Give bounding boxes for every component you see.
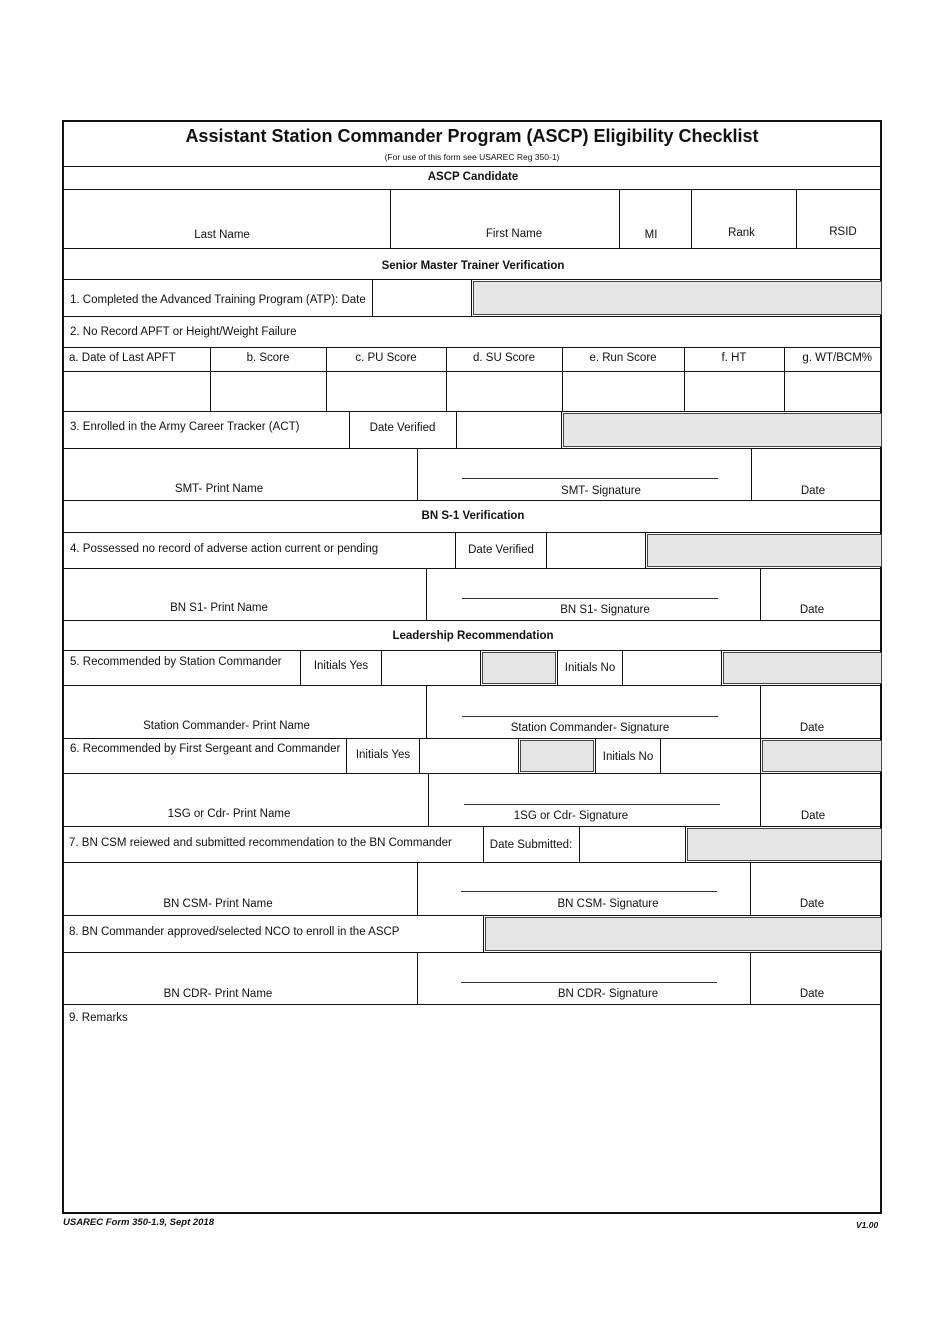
apft-run-header: e. Run Score: [589, 352, 657, 364]
form-title: Assistant Station Commander Program (ASCP) Eligibility Checklist: [185, 126, 759, 146]
apft-score-header: b. Score: [246, 352, 290, 364]
smt-signature-label: SMT- Signature: [561, 485, 641, 497]
item-4-label: 4. Possessed no record of adverse action current or pending: [70, 543, 379, 555]
first-name-label: First Name: [485, 228, 543, 240]
item-3-label: 3. Enrolled in the Army Career Tracker (ACT): [70, 421, 300, 433]
cdr-print-name-label: BN CDR- Print Name: [163, 988, 273, 1000]
item-6-initials-no-label: Initials No: [602, 751, 654, 763]
leadership-heading: Leadership Recommendation: [392, 630, 554, 642]
sc-date-label: Date: [799, 722, 825, 734]
smt-heading: Senior Master Trainer Verification: [381, 260, 565, 272]
last-name-label: Last Name: [194, 229, 250, 241]
item-4-date-verified-label: Date Verified: [468, 544, 534, 556]
smt-date-label: Date: [800, 485, 826, 497]
sg-signature-label: 1SG or Cdr- Signature: [513, 810, 629, 822]
apft-ht-header: f. HT: [721, 352, 747, 364]
s1-heading: BN S-1 Verification: [421, 510, 525, 522]
item-7-label: 7. BN CSM reiewed and submitted recommendation to the BN Commander: [69, 837, 452, 849]
item-9-remarks-label: 9. Remarks: [69, 1012, 128, 1024]
apft-pu-header: c. PU Score: [355, 352, 417, 364]
item-5-initials-no-label: Initials No: [564, 662, 616, 674]
cdr-date-label: Date: [799, 988, 825, 1000]
item-6-label: 6. Recommended by First Sergeant and Commander: [70, 743, 341, 755]
item-7-date-submitted-label: Date Submitted:: [489, 839, 573, 851]
mi-label: MI: [644, 229, 658, 241]
item-5-initials-yes-label: Initials Yes: [313, 660, 369, 672]
eligibility-checklist-form: [62, 120, 882, 1214]
cdr-signature-label: BN CDR- Signature: [557, 988, 659, 1000]
apft-date-header: a. Date of Last APFT: [69, 352, 176, 364]
form-subtitle: (For use of this form see USAREC Reg 350-1): [384, 152, 560, 162]
item-2-label: 2. No Record APFT or Height/Weight Failure: [70, 326, 297, 338]
apft-su-header: d. SU Score: [473, 352, 535, 364]
sg-print-name-label: 1SG or Cdr- Print Name: [167, 808, 291, 820]
s1-date-label: Date: [799, 604, 825, 616]
rank-label: Rank: [728, 227, 755, 239]
item-8-label: 8. BN Commander approved/selected NCO to enroll in the ASCP: [69, 926, 400, 938]
sc-signature-label: Station Commander- Signature: [510, 722, 670, 734]
item-6-initials-yes-label: Initials Yes: [355, 749, 411, 761]
version-footer: V1.00: [856, 1220, 879, 1230]
csm-date-label: Date: [799, 898, 825, 910]
apft-wt-header: g. WT/BCM%: [802, 352, 872, 364]
candidate-heading: ASCP Candidate: [427, 171, 519, 183]
rsid-label: RSID: [829, 226, 857, 238]
item-3-date-verified-label: Date Verified: [369, 422, 436, 434]
sc-print-name-label: Station Commander- Print Name: [143, 720, 310, 732]
item-1-label: 1. Completed the Advanced Training Program (ATP): Date: [70, 294, 366, 306]
s1-print-name-label: BN S1- Print Name: [170, 602, 268, 614]
form-id-footer: USAREC Form 350-1.9, Sept 2018: [63, 1217, 215, 1228]
csm-print-name-label: BN CSM- Print Name: [163, 898, 273, 910]
csm-signature-label: BN CSM- Signature: [557, 898, 659, 910]
sg-date-label: Date: [800, 810, 826, 822]
smt-print-name-label: SMT- Print Name: [174, 483, 264, 495]
item-5-label: 5. Recommended by Station Commander: [70, 656, 282, 668]
s1-signature-label: BN S1- Signature: [560, 604, 650, 616]
